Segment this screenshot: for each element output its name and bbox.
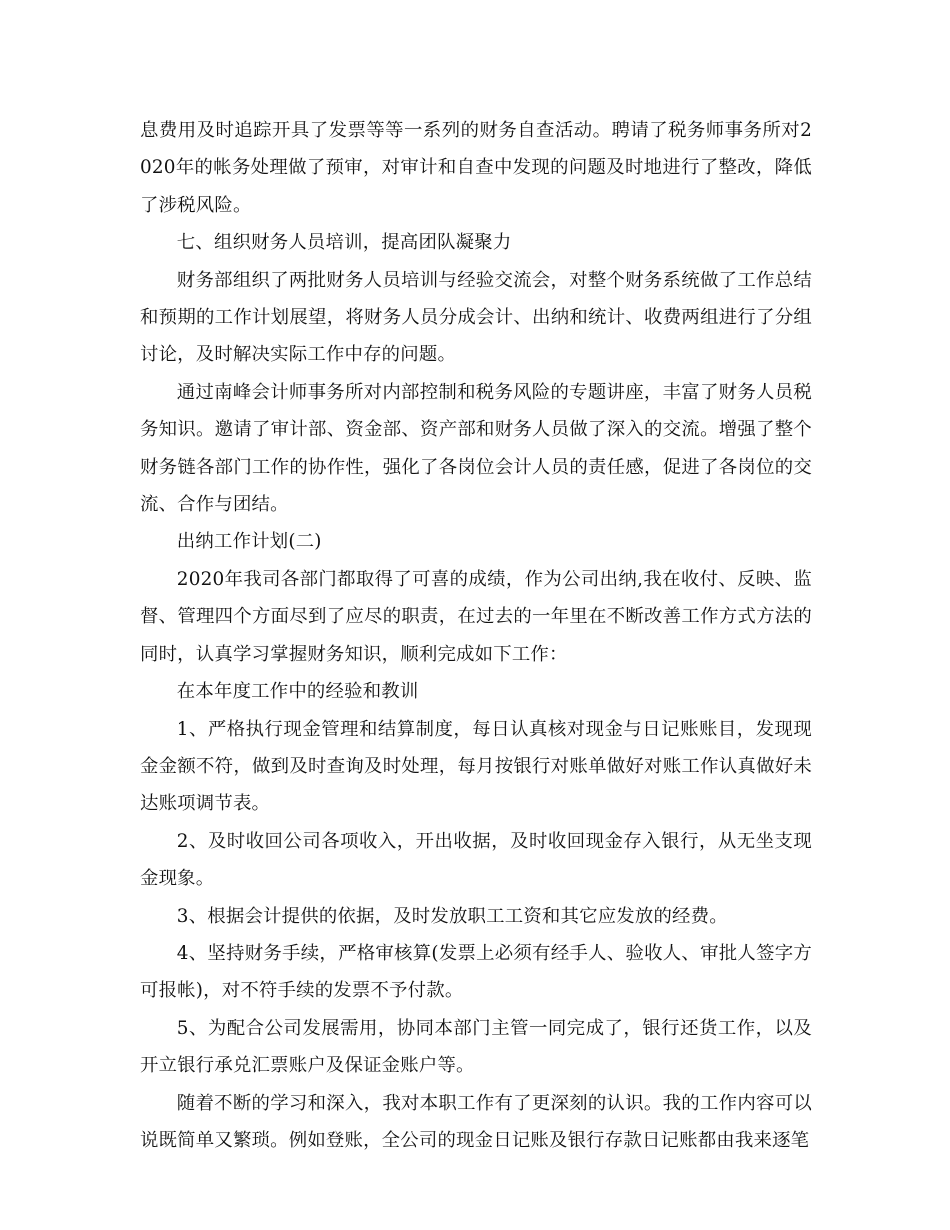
document-page <box>140 112 812 1159</box>
list-item-4: 4、坚持财务手续，严格审核算(发票上必须有经手人、验收人、审批人签字方可报帐)，对不符手续的发票不予付款。 <box>140 942 812 1002</box>
paragraph-work-understanding: 随着不断的学习和深入，我对本职工作有了更深刻的认识。我的工作内容可以说既简单又繁琐。例如登账，全公司的现金日记账及银行存款日记账都由我来逐笔 <box>140 1092 812 1151</box>
paragraph-continued-text: 息费用及时追踪开具了发票等等一系列的财务自查活动。聘请了税务师事务所对2020年的帐务处理做了预审，对审计和自查中发现的问题及时地进行了整改，降低了涉税风险。 <box>140 120 812 216</box>
paragraph-training-sessions: 财务部组织了两批财务人员培训与经验交流会，对整个财务系统做了工作总结和预期的工作计划展望，将财务人员分成会计、出纳和统计、收费两组进行了分组讨论，及时解决实际工作中存的问题。 <box>140 269 812 366</box>
list-item-1: 1、严格执行现金管理和结算制度，每日认真核对现金与日记账账目，发现现金金额不符，做到及时查询及时处理，每月按银行对账单做好对账工作认真做好未达账项调节表。 <box>140 718 812 815</box>
paragraph-lecture-exchange: 通过南峰会计师事务所对内部控制和税务风险的专题讲座，丰富了财务人员税务知识。邀请了审计部、资金部、资产部和财务人员做了深入的交流。增强了整个财务链各部门工作的协作性，强化了各岗位会计人员的责任感，促进了各岗位的交流、合作与团结。 <box>140 381 812 516</box>
list-item-3: 3、根据会计提供的依据，及时发放职工工资和其它应发放的经费。 <box>176 905 728 927</box>
section-heading-cashier-plan: 出纳工作计划(二) <box>176 531 322 553</box>
paragraph-cashier-summary: 2020年我司各部门都取得了可喜的成绩，作为公司出纳,我在收付、反映、监督、管理四个方面尽到了应尽的职责，在过去的一年里在不断改善工作方式方法的同时，认真学习掌握财务知识，顺利完成如下工作： <box>140 568 812 665</box>
list-item-5: 5、为配合公司发展需用，协同本部门主管一同完成了，银行还货工作，以及开立银行承兑汇票账户及保证金账户等。 <box>140 1017 812 1077</box>
list-item-2: 2、及时收回公司各项收入，开出收据，及时收回现金存入银行，从无坐支现金现象。 <box>140 830 812 890</box>
subheading-experience-lessons: 在本年度工作中的经验和教训 <box>176 681 419 703</box>
section-heading-staff-training: 七、组织财务人员培训，提高团队凝聚力 <box>176 232 512 254</box>
